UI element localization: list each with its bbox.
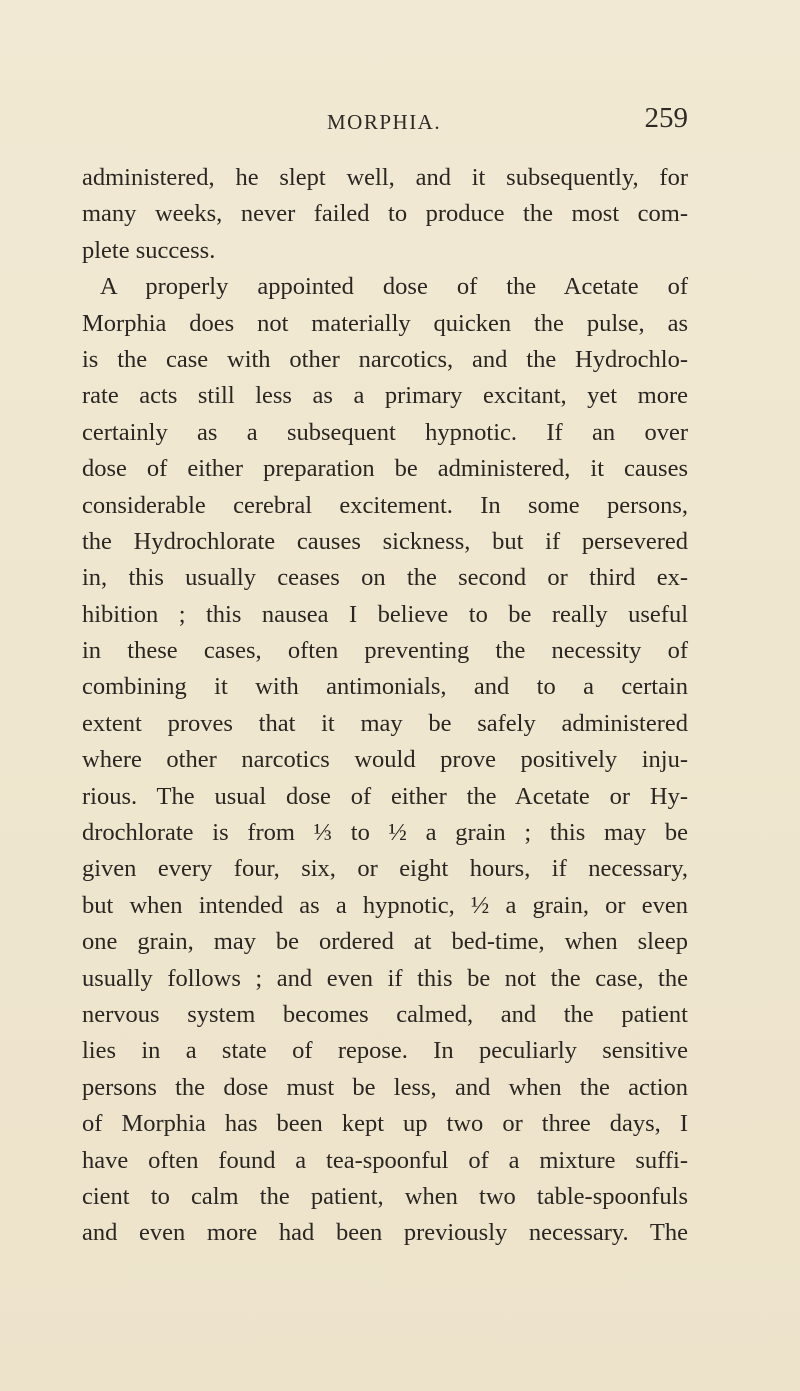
text-line: rious. The usual dose of either the Acetate or Hy- — [82, 782, 688, 810]
text-line: have often found a tea-spoonful of a mixture suffi- — [82, 1146, 688, 1174]
text-line: combining it with antimonials, and to a certain — [82, 673, 688, 701]
text-line: certainly as a subsequent hypnotic. If an over — [82, 418, 688, 446]
text-line: lies in a state of repose. In peculiarly sensitive — [82, 1037, 688, 1065]
text-line: and even more had been previously necessary. The — [82, 1219, 688, 1247]
text-line: hibition ; this nausea I believe to be really useful — [82, 600, 688, 628]
text-line: cient to calm the patient, when two table-spoonfuls — [82, 1182, 688, 1210]
text-line: plete success. — [82, 236, 216, 264]
text-line: Morphia does not materially quicken the pulse, as — [82, 309, 688, 337]
text-line: is the case with other narcotics, and the Hydrochlo- — [82, 345, 688, 373]
text-line: the Hydrochlorate causes sickness, but if persevered — [82, 527, 688, 555]
text-line: dose of either preparation be administered, it causes — [82, 455, 688, 483]
running-head — [82, 100, 688, 140]
text-line: where other narcotics would prove positively inju- — [82, 746, 688, 774]
text-line: rate acts still less as a primary excitant, yet more — [82, 382, 688, 410]
text-line: nervous system becomes calmed, and the patient — [82, 1000, 688, 1028]
text-line: usually follows ; and even if this be not the case, the — [82, 964, 688, 992]
text-line: given every four, six, or eight hours, if necessary, — [82, 855, 688, 883]
page-number: 259 — [644, 102, 688, 134]
text-line: persons the dose must be less, and when the action — [82, 1073, 688, 1101]
text-line: in, this usually ceases on the second or third ex- — [82, 564, 688, 592]
text-line: of Morphia has been kept up two or three days, I — [82, 1110, 688, 1138]
text-line: many weeks, never failed to produce the most com- — [82, 200, 688, 228]
text-line: drochlorate is from ⅓ to ½ a grain ; this may be — [82, 819, 688, 847]
text-line: one grain, may be ordered at bed-time, when sleep — [82, 928, 688, 956]
running-head-title: MORPHIA. — [327, 110, 442, 134]
text-line: but when intended as a hypnotic, ½ a grain, or even — [82, 891, 688, 919]
text-line: A properly appointed dose of the Acetate of — [100, 273, 688, 301]
text-line: considerable cerebral excitement. In some persons, — [82, 491, 688, 519]
text-line: extent proves that it may be safely administered — [82, 709, 688, 737]
body-text — [82, 160, 688, 1252]
text-line: in these cases, often preventing the necessity of — [82, 637, 688, 665]
text-line: administered, he slept well, and it subsequently, for — [82, 164, 688, 191]
